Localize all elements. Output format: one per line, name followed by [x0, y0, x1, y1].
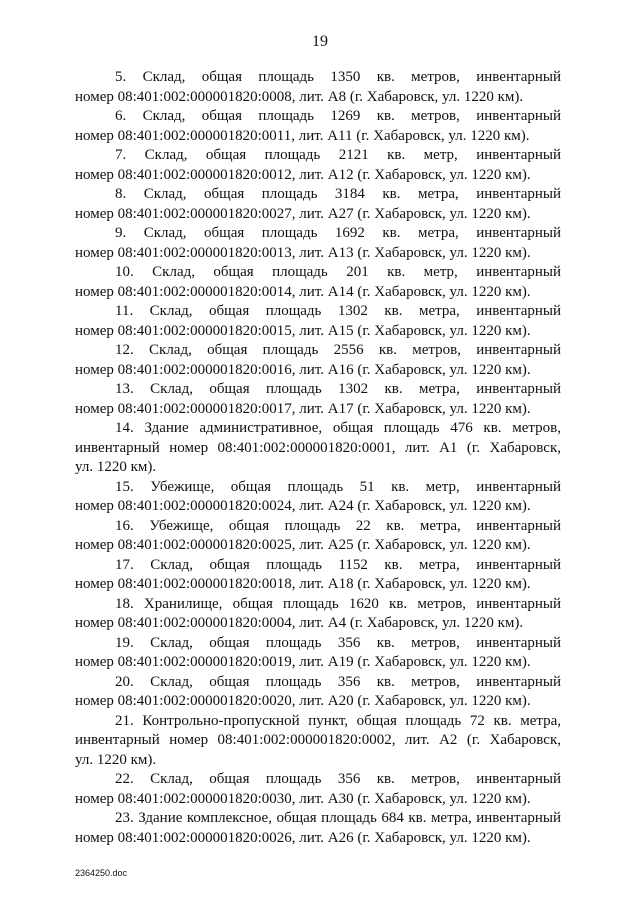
list-item-line: 16. Убежище, общая площадь 22 кв. метра, инвентарный — [115, 517, 561, 534]
list-item — [75, 380, 561, 419]
list-item-line: номер 08:401:002:000001820:0004, лит. А4 (г. Хабаровск, ул. 1220 км). — [75, 615, 524, 631]
list-item — [75, 224, 561, 263]
list-item-line: 12. Склад, общая площадь 2556 кв. метров, инвентарный — [115, 342, 561, 358]
list-item-line: 14. Здание административное, общая площадь 476 кв. метров, — [115, 420, 561, 436]
list-item-line: номер 08:401:002:000001820:0025, лит. А25 (г. Хабаровск, ул. 1220 км). — [75, 537, 531, 553]
document-body — [75, 68, 561, 848]
list-item-line: 18. Хранилище, общая площадь 1620 кв. метров, инвентарный — [115, 595, 561, 612]
list-item-line: номер 08:401:002:000001820:0015, лит. А15 (г. Хабаровск, ул. 1220 км). — [75, 322, 531, 339]
list-item-line: номер 08:401:002:000001820:0027, лит. А27 (г. Хабаровск, ул. 1220 км). — [75, 205, 531, 222]
list-item-line: 23. Здание комплексное, общая площадь 684 кв. метра, инвентарный — [115, 810, 561, 826]
list-item — [75, 478, 561, 517]
footer-filename: 2364250.doc — [75, 868, 128, 878]
list-item — [75, 263, 561, 302]
list-item-line: 7. Склад, общая площадь 2121 кв. метр, инвентарный — [115, 147, 561, 163]
list-item — [75, 68, 561, 107]
list-item-line: номер 08:401:002:000001820:0013, лит. А13 (г. Хабаровск, ул. 1220 км). — [75, 244, 531, 261]
list-item-line: 6. Склад, общая площадь 1269 кв. метров, инвентарный — [115, 108, 561, 124]
list-item — [75, 673, 561, 712]
list-item-line: номер 08:401:002:000001820:0018, лит. А18 (г. Хабаровск, ул. 1220 км). — [75, 576, 531, 592]
list-item-line: 10. Склад, общая площадь 201 кв. метр, инвентарный — [115, 264, 561, 280]
list-item — [75, 107, 561, 146]
list-item-line: 22. Склад, общая площадь 356 кв. метров, инвентарный — [115, 771, 561, 787]
list-item-line: номер 08:401:002:000001820:0026, лит. А26 (г. Хабаровск, ул. 1220 км). — [75, 829, 531, 846]
list-item-line: номер 08:401:002:000001820:0019, лит. А19 (г. Хабаровск, ул. 1220 км). — [75, 654, 531, 670]
list-item-line: 20. Склад, общая площадь 356 кв. метров, инвентарный — [115, 673, 561, 690]
list-item-line: инвентарный номер 08:401:002:000001820:0002, лит. А2 (г. Хабаровск, — [75, 732, 561, 748]
list-item-line: номер 08:401:002:000001820:0024, лит. А24 (г. Хабаровск, ул. 1220 км). — [75, 498, 531, 514]
list-item — [75, 419, 561, 478]
list-item — [75, 634, 561, 673]
list-item-line: 17. Склад, общая площадь 1152 кв. метра, инвентарный — [115, 556, 561, 573]
list-item-line: 21. Контрольно-пропускной пункт, общая площадь 72 кв. метра, — [115, 712, 561, 729]
list-item — [75, 712, 561, 771]
list-item — [75, 556, 561, 595]
list-item-line: ул. 1220 км). — [75, 459, 157, 475]
list-item-line: ул. 1220 км). — [75, 751, 157, 768]
list-item-line: номер 08:401:002:000001820:0008, лит. А8 (г. Хабаровск, ул. 1220 км). — [75, 88, 524, 105]
list-item-line: номер 08:401:002:000001820:0017, лит. А17 (г. Хабаровск, ул. 1220 км). — [75, 400, 531, 417]
list-item — [75, 595, 561, 634]
page-number: 19 — [312, 33, 328, 50]
list-item — [75, 302, 561, 341]
list-item-line: 5. Склад, общая площадь 1350 кв. метров, инвентарный — [115, 69, 561, 85]
list-item-line: 13. Склад, общая площадь 1302 кв. метра, инвентарный — [115, 381, 561, 397]
list-item-line: номер 08:401:002:000001820:0020, лит. А20 (г. Хабаровск, ул. 1220 км). — [75, 693, 531, 709]
list-item-line: 11. Склад, общая площадь 1302 кв. метра, инвентарный — [115, 303, 561, 319]
list-item-line: номер 08:401:002:000001820:0011, лит. А11 (г. Хабаровск, ул. 1220 км). — [75, 127, 530, 144]
list-item — [75, 341, 561, 380]
list-item-line: номер 08:401:002:000001820:0012, лит. А12 (г. Хабаровск, ул. 1220 км). — [75, 166, 531, 183]
list-item-line: 9. Склад, общая площадь 1692 кв. метра, инвентарный — [115, 225, 561, 241]
list-item-line: инвентарный номер 08:401:002:000001820:0001, лит. А1 (г. Хабаровск, — [75, 439, 561, 456]
list-item — [75, 185, 561, 224]
list-item-line: номер 08:401:002:000001820:0014, лит. А14 (г. Хабаровск, ул. 1220 км). — [75, 283, 531, 300]
list-item — [75, 146, 561, 185]
list-item-line: 8. Склад, общая площадь 3184 кв. метра, инвентарный — [115, 186, 561, 202]
list-item — [75, 770, 561, 809]
list-item — [75, 517, 561, 556]
list-item-line: 19. Склад, общая площадь 356 кв. метров, инвентарный — [115, 634, 561, 651]
list-item-line: номер 08:401:002:000001820:0030, лит. А30 (г. Хабаровск, ул. 1220 км). — [75, 790, 531, 807]
list-item-line: 15. Убежище, общая площадь 51 кв. метр, инвентарный — [115, 478, 561, 495]
list-item — [75, 809, 561, 848]
list-item-line: номер 08:401:002:000001820:0016, лит. А16 (г. Хабаровск, ул. 1220 км). — [75, 361, 531, 378]
